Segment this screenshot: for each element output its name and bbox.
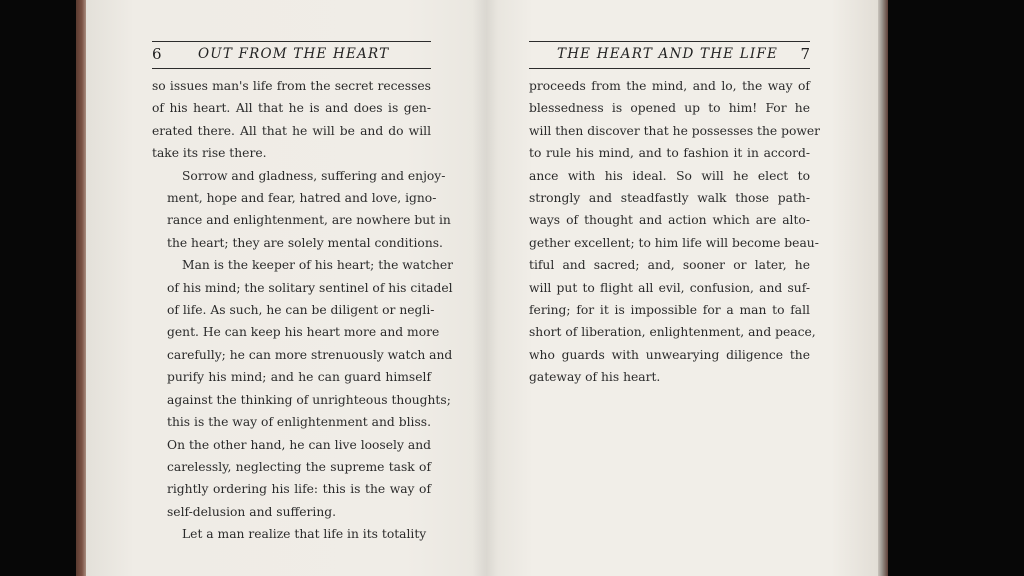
text-line: the heart; they are solely mental conditions. [167, 235, 443, 250]
text-line: proceeds from the mind, and lo, the way of [529, 79, 810, 93]
open-book [76, 0, 888, 576]
left-running-head: OUT FROM THE HEART [198, 46, 390, 62]
right-page-header [529, 41, 810, 69]
left-page-header [152, 41, 431, 69]
left-page [86, 0, 486, 576]
right-page-number: 7 [800, 45, 810, 63]
text-line: so issues man's life from the secret recesses [152, 79, 431, 93]
text-line: rance and enlightenment, are nowhere but in [167, 213, 451, 228]
left-page-paragraph [152, 523, 431, 545]
text-line: On the other hand, he can live loosely and [167, 437, 431, 452]
text-line: gether excellent; to him life will become beau- [529, 235, 819, 250]
text-line: erated there. All that he will be and do will [152, 123, 431, 138]
text-line: of his heart. All that he is and does is gen- [152, 101, 431, 116]
text-line: self-delusion and suffering. [167, 504, 337, 519]
text-line: of his mind; the solitary sentinel of his citadel [167, 280, 453, 295]
text-line: take its rise there. [152, 146, 267, 161]
left-page-paragraph [152, 165, 451, 255]
right-page-body [529, 75, 821, 389]
text-line: rightly ordering his life: this is the way of [167, 482, 431, 497]
text-line: gateway of his heart. [529, 370, 661, 385]
text-line: Man is the keeper of his heart; the watcher [182, 258, 454, 273]
left-page-paragraph [152, 75, 431, 165]
text-line: Let a man realize that life in its totality [182, 527, 427, 542]
right-running-head: THE HEART AND THE LIFE [557, 46, 779, 62]
text-line: against the thinking of unrighteous thoughts; [167, 392, 451, 407]
right-page-paragraph [529, 75, 821, 389]
right-page [486, 0, 878, 576]
book-cover-edge-left [76, 0, 86, 576]
text-line: will then discover that he possesses the power [529, 123, 821, 138]
text-line: ance with his ideal. So will he elect to [529, 168, 810, 183]
text-line: gent. He can keep his heart more and more [167, 325, 440, 340]
text-line: carefully; he can more strenuously watch and [167, 347, 453, 362]
text-line: blessedness is opened up to him! For he [529, 101, 810, 116]
text-line: carelessly, neglecting the supreme task of [167, 459, 431, 474]
text-line: ways of thought and action which are alto- [529, 213, 810, 228]
text-line: this is the way of enlightenment and bliss. [167, 415, 431, 430]
text-line: short of liberation, enlightenment, and peace, [529, 325, 816, 340]
left-page-number: 6 [152, 45, 162, 63]
text-line: fering; for it is impossible for a man to fall [529, 303, 810, 318]
text-line: strongly and steadfastly walk those path- [529, 191, 810, 206]
text-line: ment, hope and fear, hatred and love, igno- [167, 191, 437, 206]
left-page-body [152, 75, 454, 546]
text-line: who guards with unwearying diligence the [529, 347, 810, 362]
text-line: to rule his mind, and to fashion it in accord- [529, 146, 810, 161]
text-line: tiful and sacred; and, sooner or later, he [529, 258, 810, 273]
book-page-edges-right [878, 0, 888, 576]
left-page-paragraph [152, 254, 454, 523]
text-line: will put to flight all evil, confusion, and suf- [529, 280, 810, 295]
text-line: Sorrow and gladness, suffering and enjoy- [182, 168, 446, 183]
text-line: of life. As such, he can be diligent or negli- [167, 303, 435, 318]
book-gutter [472, 0, 498, 576]
text-line: purify his mind; and he can guard himself [167, 370, 431, 385]
